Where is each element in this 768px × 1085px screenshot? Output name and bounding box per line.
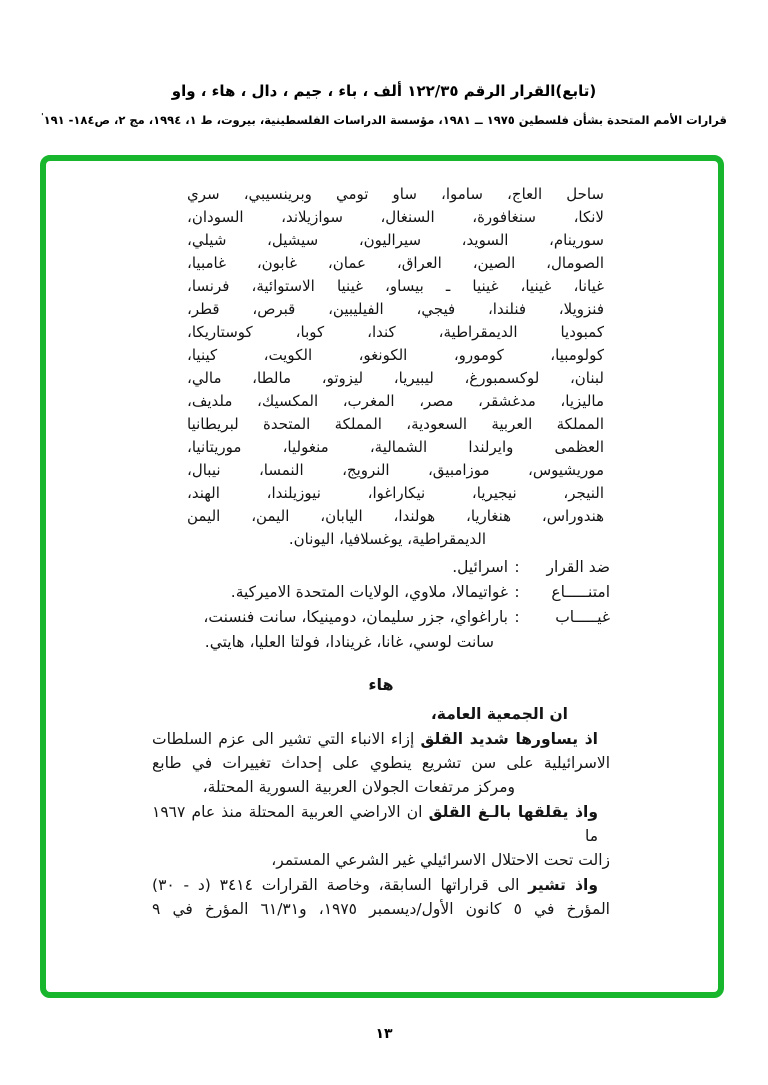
country-list-line: غيانا، غينيا، غينيا ـ بيساو، غينيا الاستوائية، فرنسا، <box>187 277 604 295</box>
resolution-content <box>46 161 718 992</box>
vote-separator: : <box>514 583 520 601</box>
page-number: ١٣ <box>375 1026 393 1042</box>
vote-value-line: سانت لوسي، غانا، غرينادا، فولتا العليا، هايتي. <box>204 633 494 651</box>
country-list-line: لانكا، سنغافورة، السنغال، سوازيلاند، السودان، <box>187 208 604 226</box>
vote-label: غيـــــاب <box>555 608 610 626</box>
paragraph-line: واذ يقلقها بالـغ القلق ان الاراضي العربية المحتلة منذ عام ١٩٦٧ ما <box>152 803 598 845</box>
vote-row <box>152 605 610 655</box>
preamble-opening: ان الجمعية العامة، <box>430 705 568 723</box>
country-list-line: فنزويلا، فنلندا، فيجي، الفيليبين، قبرص، قطر، <box>187 300 604 318</box>
paragraph-line: زالت تحت الاحتلال الاسرائيلي غير الشرعي المستمر، <box>271 851 610 869</box>
country-list-line: العظمى وايرلندا الشمالية، منغوليا، موريتانيا، <box>187 438 604 456</box>
country-list-line: الصومال، الصين، العراق، عمان، غابون، غامبيا، <box>187 254 604 272</box>
vote-value-line: باراغواي، جزر سليمان، دومينيكا، سانت فنسنت، <box>203 608 508 626</box>
vote-separator: : <box>514 608 520 626</box>
country-list-line: لبنان، لوكسمبورغ، ليبيريا، ليزوتو، مالطا، مالي، <box>187 369 604 387</box>
preamble-paragraph <box>152 873 610 921</box>
vote-row <box>152 555 610 580</box>
paragraph-line: ومركز مرتفعات الجولان العربية السورية المحتلة، <box>202 778 515 796</box>
vote-results <box>152 555 610 655</box>
vote-row <box>152 580 610 605</box>
preamble-paragraph <box>152 800 610 872</box>
country-list-line: ساحل العاج، ساموا، ساو تومي وبرينسيبي، سري <box>187 185 604 203</box>
vote-value <box>152 605 508 655</box>
country-list-line: موريشيوس، موزامبيق، النرويج، النمسا، نيبال، <box>187 461 604 479</box>
vote-label: امتنـــــاع <box>551 583 610 601</box>
source-citation <box>0 112 768 127</box>
resolution-title: (تابع)القرار الرقم ١٢٢/٣٥ ألف ، باء ، جيم ، دال ، هاء ، واو <box>171 82 597 100</box>
vote-value-line: غواتيمالا، ملاوي، الولايات المتحدة الاميركية. <box>230 583 508 601</box>
country-list-line: كمبوديا الديمقراطية، كندا، كوبا، كوستاريكا، <box>187 323 604 341</box>
paragraph-line: اذ يساورها شديد القلق إزاء الانباء التي تشير الى عزم السلطات <box>152 730 598 748</box>
country-list-line: هندوراس، هنغاريا، هولندا، اليابان، اليمن، اليمن <box>187 507 604 525</box>
resolution-paragraphs <box>152 702 610 921</box>
preamble-paragraph <box>152 727 610 799</box>
country-list-line: النيجر، نيجيريا، نيكاراغوا، نيوزيلندا، الهند، <box>187 484 604 502</box>
country-list-line: ماليزيا، مدغشقر، مصر، المغرب، المكسيك، ملديف، <box>187 392 604 410</box>
vote-separator: : <box>514 558 520 576</box>
citation-text: قرارات الأمم المتحدة بشأن فلسطين ١٩٧٥ ــ ١٩٨١، مؤسسة الدراسات الفلسطينية، بيروت، ط ١، ١٩٩٤، مج ٢، ص١٨٤- ١٩١ <box>43 112 727 127</box>
bold-lead-in: اذ يساورها شديد القلق <box>420 730 598 748</box>
footnote-mark: ' <box>41 112 44 121</box>
country-list-line: الديمقراطية، يوغسلافيا، اليونان. <box>288 530 486 548</box>
paragraph-line: واذ تشير الى قراراتها السابقة، وخاصة القرارات ٣٤١٤ (د - ٣٠) <box>152 876 598 894</box>
bold-lead-in: واذ تشير <box>528 876 598 894</box>
country-list-line: كولومبيا، كومورو، الكونغو، الكويت، كينيا، <box>187 346 604 364</box>
section-heading: هاء <box>368 675 394 694</box>
vote-value-line: اسرائيل. <box>452 558 508 576</box>
vote-value <box>152 555 508 580</box>
vote-value <box>152 580 508 605</box>
country-list-line: سورينام، السويد، سيراليون، سيشيل، شيلي، <box>187 231 604 249</box>
paragraph-line: الاسرائيلية على سن تشريع ينطوي على إحداث تغييرات في طابع <box>152 754 610 772</box>
paragraph-line: المؤرخ في ٥ كانون الأول/ديسمبر ١٩٧٥، و٦١/٣١ المؤرخ في ٩ <box>152 900 610 918</box>
country-list-line: المملكة العربية السعودية، المملكة المتحدة لبريطانيا <box>187 415 604 433</box>
vote-label: ضد القرار <box>546 558 610 576</box>
countries-in-favor-list <box>187 183 604 551</box>
bold-lead-in: واذ يقلقها بالـغ القلق <box>428 803 598 821</box>
highlight-box <box>40 155 724 998</box>
